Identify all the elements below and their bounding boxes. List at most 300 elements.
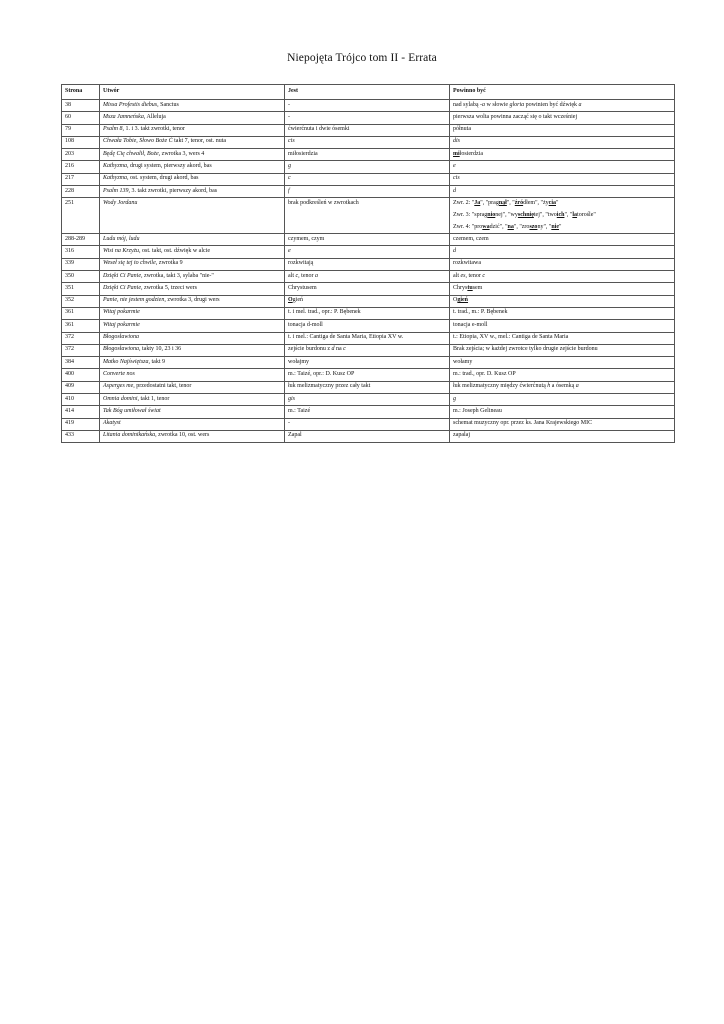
text-run: , takty 10, 23 i 36 <box>139 346 182 353</box>
correction-line <box>453 359 671 366</box>
text-run: alt <box>288 272 296 279</box>
text-run: alt <box>453 272 461 279</box>
text-run: a <box>315 272 318 279</box>
text-run: szo <box>529 224 538 231</box>
cell-strona: 251 <box>62 198 100 234</box>
text-run: na <box>507 224 514 231</box>
cell-powinno-byc <box>450 100 675 112</box>
table-row <box>62 283 675 295</box>
text-run: Witaj pokarmie <box>103 321 140 328</box>
cell-powinno-byc <box>450 320 675 332</box>
text-run: łuk melizmatyczny między ćwierćnutą <box>453 383 548 390</box>
text-run: zejście burdonu z <box>288 346 332 353</box>
correction-line <box>453 396 671 403</box>
table-row <box>62 307 675 319</box>
text-run: Ja <box>474 199 481 206</box>
correction-line <box>453 236 671 243</box>
cell-strona: 400 <box>62 369 100 381</box>
text-run: łuk melizmatyczny przez cały takt <box>288 383 371 390</box>
table-row <box>62 357 675 369</box>
table-row <box>62 332 675 344</box>
text-run: na <box>334 346 344 353</box>
header-powinno-byc: Powinno być <box>450 85 675 100</box>
text-run: t. i mel.: Cantiga de Santa Maria, Etiopia XV w. <box>288 334 404 341</box>
text-run: m.: Taizé <box>288 407 311 414</box>
text-run: Dzięki Ci Panie <box>103 272 141 279</box>
cell-powinno-byc <box>450 136 675 148</box>
correction-line <box>453 285 671 292</box>
table-row <box>62 344 675 356</box>
cell-strona: 409 <box>62 381 100 393</box>
text-run: c <box>288 175 291 182</box>
cell-strona: 361 <box>62 307 100 319</box>
cell-jest <box>285 136 450 148</box>
errata-table <box>61 84 675 443</box>
correction-line <box>453 212 671 224</box>
table-row <box>62 258 675 270</box>
text-run: półnuta <box>453 126 471 133</box>
text-run: m.: Joseph Gelineau <box>453 407 502 414</box>
cell-utwor <box>100 149 285 161</box>
correction-line <box>453 175 671 182</box>
text-run: c <box>343 346 346 353</box>
table-row <box>62 136 675 148</box>
text-run: wołamy <box>453 358 473 365</box>
cell-jest <box>285 100 450 112</box>
cell-utwor <box>100 295 285 307</box>
correction-line <box>453 224 671 231</box>
text-run: f <box>288 187 290 194</box>
table-row <box>62 198 675 234</box>
text-run: ", "prag <box>480 199 499 206</box>
text-run: sem <box>472 284 483 291</box>
cell-utwor <box>100 124 285 136</box>
text-run: Litania dominikańska <box>103 432 156 439</box>
cell-powinno-byc <box>450 357 675 369</box>
text-run: ich <box>556 212 565 219</box>
cell-powinno-byc <box>450 295 675 307</box>
correction-line <box>453 346 671 353</box>
table-row <box>62 418 675 430</box>
text-run: m.: trad., opr. D. Kusz OP <box>453 370 516 377</box>
cell-strona: 217 <box>62 173 100 185</box>
cell-strona: 228 <box>62 186 100 198</box>
document-title: Niepojęta Trójco tom II - Errata <box>287 52 437 64</box>
table-row <box>62 394 675 406</box>
cell-utwor <box>100 186 285 198</box>
text-run: wołajmy <box>288 358 309 365</box>
text-run: , Alleluja <box>143 113 166 120</box>
correction-line <box>453 188 671 195</box>
table-row <box>62 406 675 418</box>
cell-utwor <box>100 332 285 344</box>
text-run: Msza Jamneńska <box>103 113 144 120</box>
text-run: - <box>288 113 290 120</box>
text-run: w słowie <box>485 101 510 108</box>
text-run: powinien być dźwięk <box>524 101 579 108</box>
cell-utwor <box>100 357 285 369</box>
text-run: Weseł się tej to chwile <box>103 260 156 267</box>
cell-strona: 372 <box>62 344 100 356</box>
cell-jest <box>285 198 450 234</box>
table-row <box>62 100 675 112</box>
text-run: h <box>547 383 551 390</box>
text-run: gień <box>292 297 304 304</box>
text-run: Chrystusem <box>288 284 317 291</box>
text-run: cis <box>453 175 460 182</box>
cell-strona: 419 <box>62 418 100 430</box>
text-run: , tenor <box>465 272 483 279</box>
cell-utwor <box>100 161 285 173</box>
text-run: , Sanctus <box>157 101 179 108</box>
cell-jest <box>285 271 450 283</box>
cell-jest <box>285 357 450 369</box>
correction-line <box>453 383 671 390</box>
text-run: nął <box>498 199 507 206</box>
cell-powinno-byc <box>450 307 675 319</box>
text-run: dłem", "ży <box>523 199 549 206</box>
cell-utwor <box>100 234 285 246</box>
text-run: tonacja d-moll <box>288 321 323 328</box>
cell-strona: 316 <box>62 246 100 258</box>
cell-utwor <box>100 271 285 283</box>
cell-jest <box>285 332 450 344</box>
text-run: Asperges me <box>103 383 134 390</box>
cell-utwor <box>100 112 285 124</box>
text-run: a <box>482 101 485 108</box>
table-header-row <box>62 85 675 100</box>
text-run: O <box>288 297 293 304</box>
correction-line <box>453 200 671 212</box>
correction-line <box>453 248 671 255</box>
text-run: ny", " <box>537 224 552 231</box>
text-run: takt 7, tenor, ost. nuta <box>172 138 227 145</box>
text-run: Chwała Tobie, Słowo Boże <box>103 138 168 145</box>
text-run: c <box>295 272 299 279</box>
cell-powinno-byc <box>450 258 675 270</box>
cell-utwor <box>100 283 285 295</box>
text-run: - <box>288 420 290 427</box>
cell-jest <box>285 234 450 246</box>
text-run: tu <box>467 284 473 291</box>
cell-utwor <box>100 320 285 332</box>
text-run: , zwrotka 3, wers 4 <box>158 150 205 157</box>
text-run: gień <box>457 297 469 304</box>
text-run: cia <box>548 199 556 206</box>
text-run: czymem, czym <box>288 235 325 242</box>
cell-powinno-byc <box>450 418 675 430</box>
text-run: mi <box>453 150 460 157</box>
cell-jest <box>285 173 450 185</box>
text-run: dis <box>453 138 461 145</box>
text-run: g <box>453 395 456 402</box>
text-run: - <box>288 101 290 108</box>
cell-jest <box>285 283 450 295</box>
text-run: " <box>556 199 559 206</box>
text-run: ", " <box>564 212 573 219</box>
cell-utwor <box>100 198 285 234</box>
cell-strona: 351 <box>62 283 100 295</box>
text-run: Converte nos <box>103 370 135 377</box>
cell-powinno-byc <box>450 344 675 356</box>
text-run: Zwr. 4: "pro <box>453 224 483 231</box>
cell-jest <box>285 394 450 406</box>
cell-powinno-byc <box>450 198 675 234</box>
text-run: dzić", " <box>489 224 508 231</box>
cell-powinno-byc <box>450 186 675 198</box>
correction-line <box>453 322 671 329</box>
text-run: , ost. takt, ost. dźwięk w alcie <box>139 247 210 254</box>
correction-line <box>453 126 671 133</box>
text-run: , 3. takt zwrotki, pierwszy akord, bas <box>128 187 218 194</box>
table-row <box>62 271 675 283</box>
cell-jest <box>285 295 450 307</box>
cell-jest <box>285 320 450 332</box>
text-run: , przedostatni takt, tenor <box>133 383 192 390</box>
text-run: g <box>288 162 291 169</box>
correction-line <box>453 151 671 158</box>
cell-jest <box>285 161 450 173</box>
text-run: , ost. system, drugi akord, bas <box>127 175 199 182</box>
cell-powinno-byc <box>450 406 675 418</box>
cell-jest <box>285 112 450 124</box>
text-run: pierwsza wolta powinna zacząć się o takt wcześniej <box>453 113 578 120</box>
table-row <box>62 112 675 124</box>
table-row <box>62 124 675 136</box>
text-run: Psalm 8 <box>103 126 123 133</box>
text-run: c <box>482 272 485 279</box>
correction-line <box>453 273 671 280</box>
cell-powinno-byc <box>450 283 675 295</box>
correction-line <box>453 408 671 415</box>
cell-powinno-byc <box>450 369 675 381</box>
cell-utwor <box>100 100 285 112</box>
cell-powinno-byc <box>450 246 675 258</box>
text-run: Panie, nie jestem godzien <box>103 297 165 304</box>
text-run: a <box>575 383 579 390</box>
correction-line <box>453 420 671 427</box>
text-run: torośle" <box>577 212 596 219</box>
cell-utwor <box>100 418 285 430</box>
text-run: czemem, czem <box>453 235 489 242</box>
text-run: Błogosławiona <box>103 346 140 353</box>
cell-powinno-byc <box>450 394 675 406</box>
table-row <box>62 320 675 332</box>
text-run: d <box>331 346 335 353</box>
text-run: Tak Bóg umiłował świat <box>103 407 161 414</box>
text-run: Dzięki Ci Panie <box>103 284 141 291</box>
correction-line <box>453 138 671 145</box>
text-run: O <box>453 297 458 304</box>
cell-strona: 108 <box>62 136 100 148</box>
cell-jest <box>285 418 450 430</box>
cell-jest <box>285 406 450 418</box>
text-run: , takt 9 <box>148 358 166 365</box>
cell-utwor <box>100 406 285 418</box>
cell-jest <box>285 381 450 393</box>
correction-line <box>453 163 671 170</box>
cell-powinno-byc <box>450 161 675 173</box>
text-run: Omnia domini <box>103 395 138 402</box>
cell-strona: 288-289 <box>62 234 100 246</box>
cell-jest <box>285 149 450 161</box>
text-run: Będę Cię chwalił, Boże <box>103 150 159 157</box>
cell-jest <box>285 246 450 258</box>
text-run: , zwrotka 5, trzeci wers <box>141 284 197 291</box>
cell-strona: 410 <box>62 394 100 406</box>
text-run: nad sylabą - <box>453 101 482 108</box>
cell-powinno-byc <box>450 234 675 246</box>
table-row <box>62 161 675 173</box>
cell-strona: 361 <box>62 320 100 332</box>
cell-jest <box>285 430 450 442</box>
cell-powinno-byc <box>450 271 675 283</box>
correction-line <box>453 260 671 267</box>
cell-strona: 60 <box>62 112 100 124</box>
text-run: Zwr. 2: " <box>453 199 475 206</box>
correction-line <box>453 114 671 121</box>
header-utwor: Utwór <box>100 85 285 100</box>
text-run: Psalm 139 <box>103 187 129 194</box>
text-run: e <box>288 247 291 254</box>
table-row <box>62 381 675 393</box>
cell-jest <box>285 186 450 198</box>
text-run: brak podkreśleń w zwrotkach <box>288 199 359 206</box>
table-row <box>62 186 675 198</box>
cell-utwor <box>100 173 285 185</box>
correction-line <box>453 432 671 439</box>
table-row <box>62 369 675 381</box>
text-run: , zwrotka, takt 3, sylaba "nie-" <box>141 272 214 279</box>
text-run: a <box>578 101 582 108</box>
cell-jest <box>285 124 450 136</box>
cell-strona: 203 <box>62 149 100 161</box>
text-run: schemat muzyczny opr. przez ks. Jana Krajewskiego MIC <box>453 420 593 427</box>
cell-strona: 352 <box>62 295 100 307</box>
text-run: gis <box>288 395 296 402</box>
table-body <box>62 100 675 443</box>
text-run: es <box>460 272 466 279</box>
text-run: Missa Profestis diebus <box>103 101 158 108</box>
text-run: , zwrotka 3, drugi wers <box>164 297 220 304</box>
text-run: , tenor <box>298 272 315 279</box>
text-run: miłosierdzia <box>288 150 318 157</box>
cell-powinno-byc <box>450 381 675 393</box>
text-run: la <box>572 212 578 219</box>
text-run: łosierdzia <box>459 150 483 157</box>
cell-strona: 433 <box>62 430 100 442</box>
text-run: rozkwitają <box>288 260 314 267</box>
text-run: Chrys <box>453 284 468 291</box>
text-run: Witaj pokarmie <box>103 309 140 316</box>
cell-powinno-byc <box>450 430 675 442</box>
table-row <box>62 149 675 161</box>
text-run: źró <box>514 199 524 206</box>
text-run: Matko Najświętsza <box>103 358 149 365</box>
text-run: Zapal <box>288 432 302 439</box>
header-strona: Strona <box>62 85 100 100</box>
cell-strona: 216 <box>62 161 100 173</box>
table-row <box>62 234 675 246</box>
text-run: Wisi na Krzyżu <box>103 247 140 254</box>
cell-strona: 38 <box>62 100 100 112</box>
cell-strona: 79 <box>62 124 100 136</box>
text-run: Kathyzma <box>103 175 127 182</box>
cell-utwor <box>100 369 285 381</box>
text-run: t. trad., m.: P. Bębenek <box>453 309 508 316</box>
cell-utwor <box>100 394 285 406</box>
text-run: d <box>453 247 456 254</box>
text-run: rozkwitawa <box>453 260 481 267</box>
correction-line <box>453 297 671 304</box>
text-run: Ludu mój, ludu <box>103 235 140 242</box>
text-run: wa <box>482 224 490 231</box>
text-run: ", " <box>506 199 515 206</box>
text-run: e <box>453 162 456 169</box>
cell-powinno-byc <box>450 149 675 161</box>
cell-jest <box>285 258 450 270</box>
text-run: a ósemką <box>550 383 576 390</box>
cell-powinno-byc <box>450 124 675 136</box>
text-run: Brak zejścia; w każdej zwrotce tylko drugie zejście burdonu <box>453 346 598 353</box>
table-row <box>62 246 675 258</box>
text-run: d <box>453 187 456 194</box>
cell-utwor <box>100 307 285 319</box>
cell-utwor <box>100 430 285 442</box>
text-run: t. i mel. trad., opr.: P. Bębenek <box>288 309 361 316</box>
text-run: Wody Jordanu <box>103 199 138 206</box>
table-row <box>62 295 675 307</box>
cell-utwor <box>100 381 285 393</box>
correction-line <box>453 102 671 109</box>
cell-jest <box>285 307 450 319</box>
text-run: tej", "two <box>533 212 557 219</box>
cell-utwor <box>100 136 285 148</box>
text-run: nej", "wy <box>495 212 518 219</box>
cell-utwor <box>100 246 285 258</box>
text-run: m.: Taizé, opr.: D. Kusz OP <box>288 370 355 377</box>
correction-line <box>453 334 671 341</box>
text-run: Zwr. 3: "sprag <box>453 212 488 219</box>
text-run: Kathyzma <box>103 162 127 169</box>
table-row <box>62 430 675 442</box>
cell-jest <box>285 344 450 356</box>
text-run: t.: Etiopia, XV w., mel.: Cantiga de Santa Maria <box>453 334 569 341</box>
text-run: , 1. i 3. takt zwrotki, tenor <box>122 126 185 133</box>
cell-strona: 384 <box>62 357 100 369</box>
text-run: Akatyst <box>103 420 121 427</box>
cell-powinno-byc <box>450 173 675 185</box>
text-run: zapalaj <box>453 432 470 439</box>
cell-strona: 339 <box>62 258 100 270</box>
text-run: Ć <box>168 138 173 145</box>
text-run: nio <box>487 212 496 219</box>
text-run: cis <box>288 138 295 145</box>
correction-line <box>453 309 671 316</box>
text-run: , zwrotka 9 <box>155 260 183 267</box>
text-run: tonacja e-moll <box>453 321 488 328</box>
text-run: , zwrotka 10, ost. wers <box>155 432 210 439</box>
cell-powinno-byc <box>450 332 675 344</box>
cell-jest <box>285 369 450 381</box>
cell-utwor <box>100 258 285 270</box>
cell-utwor <box>100 344 285 356</box>
text-run: , takt 1, tenor <box>137 395 170 402</box>
table-row <box>62 173 675 185</box>
cell-strona: 414 <box>62 406 100 418</box>
text-run: " <box>559 224 562 231</box>
cell-strona: 350 <box>62 271 100 283</box>
